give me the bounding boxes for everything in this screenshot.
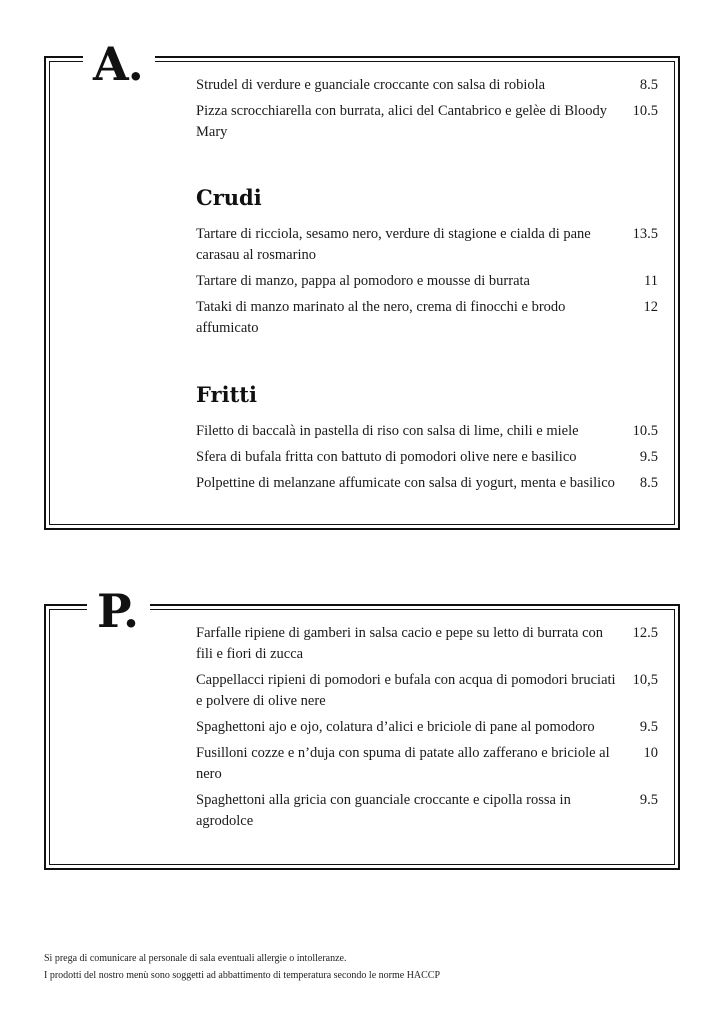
item-price: 9.5 (639, 792, 658, 808)
menu-item (196, 271, 658, 292)
menu-item (196, 75, 658, 96)
menu-item (196, 623, 658, 665)
item-price: 9.5 (639, 719, 658, 735)
item-price: 12 (643, 299, 658, 315)
item-description: Spaghettoni alla gricia con guanciale croccante e cipolla rossa in agrodolce (196, 792, 571, 829)
allergy-note: Si prega di comunicare al personale di sala eventuali allergie o intolleranze. (44, 953, 347, 964)
item-description: Polpettine di melanzane affumicate con salsa di yogurt, menta e basilico (196, 475, 615, 491)
menu-item (196, 447, 658, 468)
item-price: 10,5 (632, 672, 658, 688)
menu-item (196, 670, 658, 712)
menu-item (196, 101, 658, 143)
menu-item (196, 297, 658, 339)
item-price: 9.5 (639, 449, 658, 465)
footer-notes (44, 950, 440, 984)
primi-list (196, 623, 658, 837)
item-description: Tartare di ricciola, sesamo nero, verdure di stagione e cialda di pane carasau al rosmarino (196, 226, 591, 263)
item-price: 8.5 (639, 77, 658, 93)
antipasti-list (196, 75, 658, 148)
item-description: Tataki di manzo marinato al the nero, crema di finocchi e brodo affumicato (196, 299, 566, 336)
item-description: Cappellacci ripieni di pomodori e bufala con acqua di pomodori bruciati e polvere di olive nere (196, 672, 616, 709)
haccp-note: I prodotti del nostro menù sono soggetti ad abbattimento di temperatura secondo le norme HACCP (44, 970, 441, 981)
item-description: Spaghettoni ajo e ojo, colatura d’alici e briciole di pane al pomodoro (196, 719, 595, 735)
item-description: Strudel di verdure e guanciale croccante con salsa di robiola (196, 77, 546, 93)
item-description: Filetto di baccalà in pastella di riso con salsa di lime, chili e miele (196, 423, 579, 439)
item-price: 10.5 (632, 103, 658, 119)
item-description: Tartare di manzo, pappa al pomodoro e mousse di burrata (196, 273, 530, 289)
item-description: Pizza scrocchiarella con burrata, alici del Cantabrico e gelèe di Bloody Mary (196, 103, 608, 140)
primi-letter: P. (87, 588, 150, 634)
section-title-fritti: Fritti (196, 382, 257, 407)
menu-item (196, 473, 658, 494)
menu-item (196, 790, 658, 832)
item-description: Fusilloni cozze e n’duja con spuma di patate allo zafferano e briciole al nero (196, 745, 610, 782)
item-price: 10.5 (632, 423, 658, 439)
antipasti-letter: A. (83, 41, 155, 87)
menu-item (196, 717, 658, 738)
menu-item (196, 743, 658, 785)
menu-item (196, 224, 658, 266)
item-price: 11 (644, 273, 658, 289)
menu-item (196, 421, 658, 442)
item-price: 13.5 (632, 226, 658, 242)
item-price: 8.5 (639, 475, 658, 491)
crudi-list (196, 224, 658, 344)
item-price: 12.5 (632, 625, 658, 641)
item-price: 10 (643, 745, 658, 761)
item-description: Sfera di bufala fritta con battuto di pomodori olive nere e basilico (196, 449, 577, 465)
fritti-list (196, 421, 658, 499)
item-description: Farfalle ripiene di gamberi in salsa cacio e pepe su letto di burrata con fili e fiori di zucca (196, 625, 604, 662)
section-title-crudi: Crudi (196, 185, 262, 210)
